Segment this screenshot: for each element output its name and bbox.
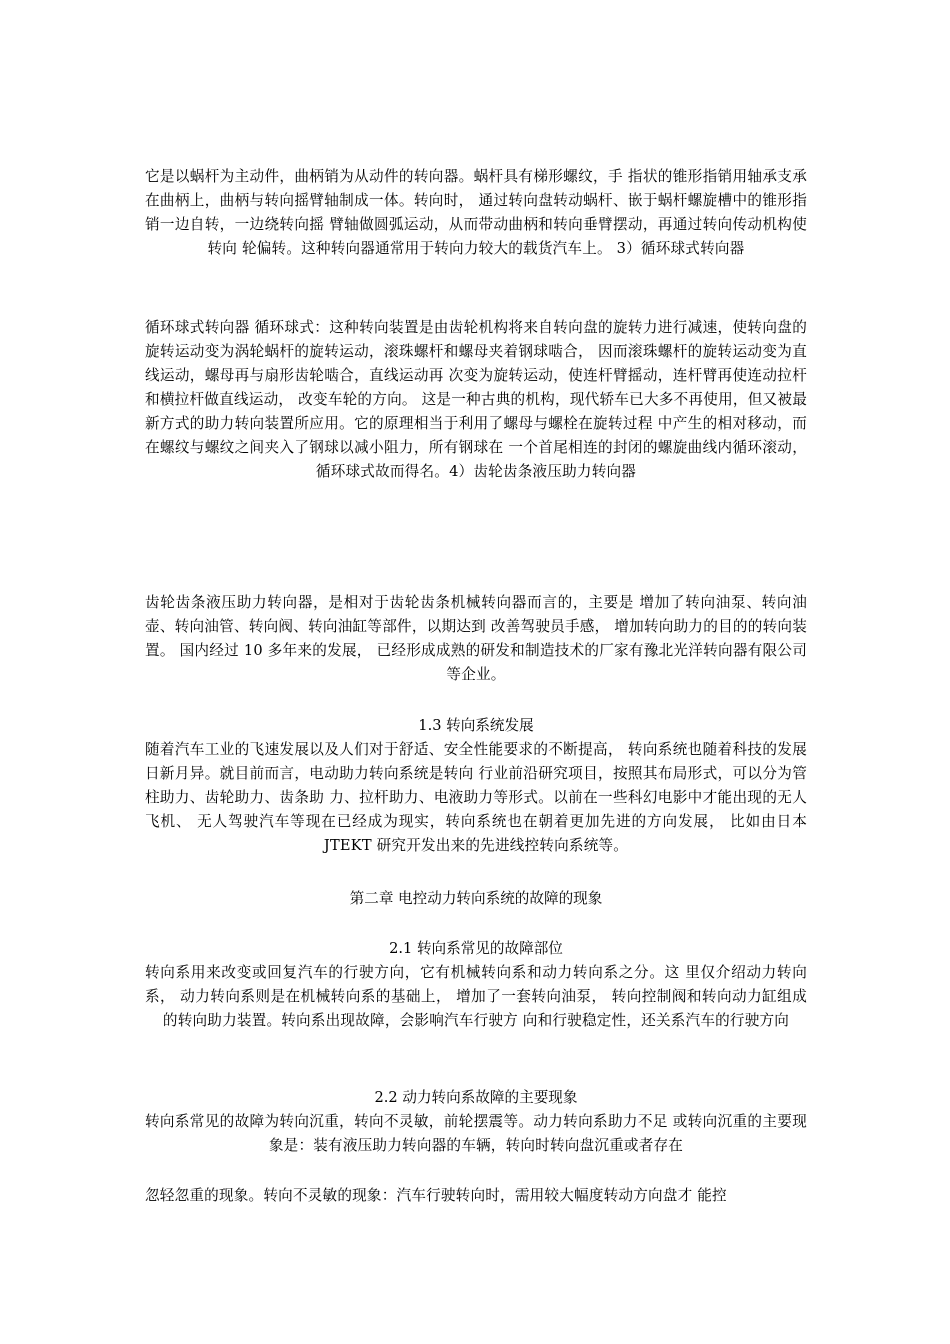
section-heading-2-2: 2.2 动力转向系故障的主要现象 — [374, 1089, 578, 1106]
section-heading-1-3: 1.3 转向系统发展 — [418, 717, 534, 734]
paragraph-common-fault-locations: 转向系用来改变或回复汽车的行驶方向，它有机械转向系和动力转向系之分。这 里仅介绍动力转向系， 动力转向系则是在机械转向系的基础上， 增加了一套转向油泵， 转向控制阀和转向动力缸组成的转向助力装置。转向系出现故障，会影响汽车行驶方 向和行驶稳定性，还关系汽车的行驶方向 — [145, 964, 807, 1029]
paragraph-steering-insensitive: 忽轻忽重的现象。转向不灵敏的现象：汽车行驶转向时，需用较大幅度转动方向盘才 能控 — [145, 1187, 727, 1204]
paragraph-steering-development: 随着汽车工业的飞速发展以及人们对于舒适、安全性能要求的不断提高， 转向系统也随着科技的发展日新月异。就目前而言，电动助力转向系统是转向 行业前沿研究项目，按照其布局形式，可以分为管柱助力、齿轮助力、齿条助 力、拉杆助力、电液助力等形式。以前在一些科幻电影中才能出现的无人飞机、 无人驾驶汽车等现在已经成为现实，转向系统也在朝着更加先进的方向发展， 比如由日本 JTEKT 研究开发出来的先进线控转向系统等。 — [145, 741, 807, 854]
paragraph-recirculating-ball-steering: 循环球式转向器 循环球式：这种转向装置是由齿轮机构将来自转向盘的旋转力进行减速，使转向盘的旋转运动变为涡轮蜗杆的旋转运动，滚珠螺杆和螺母夹着钢球啮合， 因而滚珠螺杆的旋转运动变为直线运动，螺母再与扇形齿轮啮合，直线运动再 次变为旋转运动，使连杆臂摇动，连杆臂再使连动拉杆和横拉杆做直线运动， 改变车轮的方向。 这是一种古典的机构，现代轿车已大多不再使用，但又被最 新方式的助力转向装置所应用。它的原理相当于利用了螺母与螺栓在旋转过程 中产生的相对移动，而在螺纹与螺纹之间夹入了钢球以减小阻力，所有钢球在 一个首尾相连的封闭的螺旋曲线内循环滚动，循环球式故而得名。4）齿轮齿条液压助力转向器 — [145, 319, 807, 480]
section-heading-2-1: 2.1 转向系常见的故障部位 — [389, 940, 563, 957]
paragraph-worm-crank-steering: 它是以蜗杆为主动件，曲柄销为从动件的转向器。蜗杆具有梯形螺纹，手 指状的锥形指销用轴承支承在曲柄上，曲柄与转向摇臂轴制成一体。转向时， 通过转向盘转动蜗杆、嵌于蜗杆螺旋槽中的锥形指销一边自转，一边绕转向摇 臂轴做圆弧运动，从而带动曲柄和转向垂臂摆动，再通过转向传动机构使转向 轮偏转。这种转向器通常用于转向力较大的载货汽车上。 3）循环球式转向器 — [145, 168, 807, 257]
paragraph-rack-pinion-hydraulic: 齿轮齿条液压助力转向器，是相对于齿轮齿条机械转向器而言的，主要是 增加了转向油泵、转向油壶、转向油管、转向阀、转向油缸等部件，以期达到 改善驾驶员手感， 增加转向助力的目的的转向装置。 国内经过 10 多年来的发展， 已经形成成熟的研发和制造技术的厂家有豫北光洋转向器有限公司等企业。 — [145, 594, 807, 683]
paragraph-main-fault-symptoms: 转向系常见的故障为转向沉重，转向不灵敏，前轮摆震等。动力转向系助力不足 或转向沉重的主要现象是：装有液压助力转向器的车辆，转向时转向盘沉重或者存在 — [145, 1113, 807, 1154]
chapter-heading-2: 第二章 电控动力转向系统的故障的现象 — [349, 890, 603, 907]
